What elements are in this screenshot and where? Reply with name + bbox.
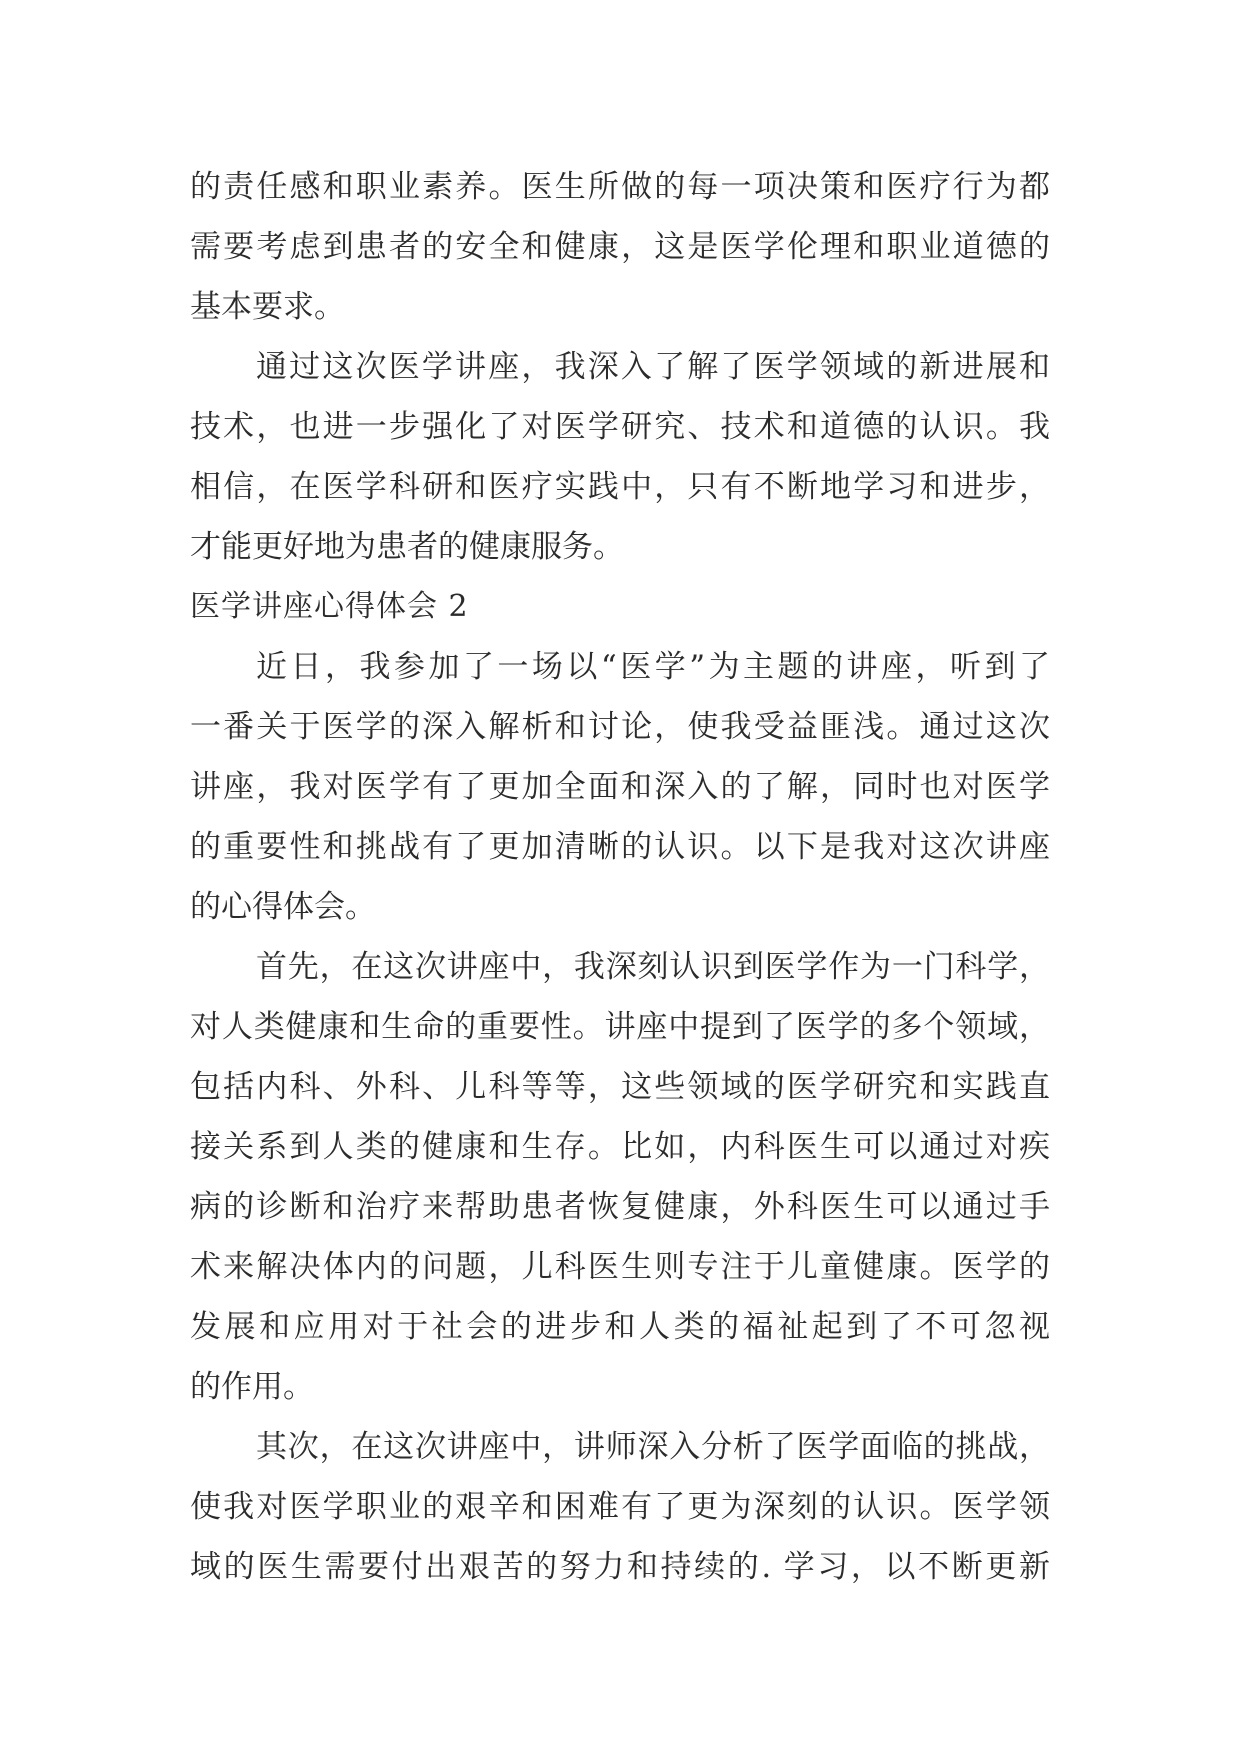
text-line: 接关系到人类的健康和生存。比如，内科医生可以通过对疾 (190, 1129, 1050, 1165)
text-line: 对人类健康和生命的重要性。讲座中提到了医学的多个领域， (190, 1009, 1050, 1045)
text-line: 包括内科、外科、儿科等等，这些领域的医学研究和实践直 (190, 1069, 1050, 1105)
paragraph (190, 157, 1050, 337)
text-line: 通过这次医学讲座，我深入了解了医学领域的新进展和 (256, 349, 1050, 385)
text-line: 发展和应用对于社会的进步和人类的福祉起到了不可忽视 (190, 1309, 1050, 1345)
document-body (190, 157, 1050, 1597)
text-line: 的作用。 (190, 1369, 314, 1405)
paragraph (190, 637, 1050, 937)
text-line: 基本要求。 (190, 289, 345, 325)
text-line: 需要考虑到患者的安全和健康，这是医学伦理和职业道德的 (190, 229, 1050, 265)
text-line: 相信，在医学科研和医疗实践中，只有不断地学习和进步， (190, 469, 1050, 505)
text-line: 使我对医学职业的艰辛和困难有了更为深刻的认识。医学领 (190, 1489, 1050, 1525)
text-line: 的心得体会。 (190, 889, 376, 925)
paragraph (190, 937, 1050, 1417)
text-line: 讲座，我对医学有了更加全面和深入的了解，同时也对医学 (190, 769, 1050, 805)
text-line: 病的诊断和治疗来帮助患者恢复健康，外科医生可以通过手 (190, 1189, 1050, 1225)
text-line: 技术，也进一步强化了对医学研究、技术和道德的认识。我 (190, 409, 1050, 445)
text-line: 的责任感和职业素养。医生所做的每一项决策和医疗行为都 (190, 169, 1050, 205)
paragraph (190, 1417, 1050, 1597)
text-line: 其次，在这次讲座中，讲师深入分析了医学面临的挑战， (256, 1429, 1050, 1465)
text-line: 才能更好地为患者的健康服务。 (190, 529, 624, 565)
paragraph (190, 337, 1050, 577)
text-line: 域的医生需要付出艰苦的努力和持续的. 学习，以不断更新 (190, 1549, 1050, 1585)
text-line: 近日，我参加了一场以“医学”为主题的讲座，听到了 (256, 649, 1050, 685)
text-line: 术来解决体内的问题，儿科医生则专注于儿童健康。医学的 (190, 1249, 1050, 1285)
section-heading: 医学讲座心得体会 2 (190, 589, 469, 624)
text-line: 首先，在这次讲座中，我深刻认识到医学作为一门科学， (256, 949, 1050, 985)
text-line: 的重要性和挑战有了更加清晰的认识。以下是我对这次讲座 (190, 829, 1050, 865)
text-line: 一番关于医学的深入解析和讨论，使我受益匪浅。通过这次 (190, 709, 1050, 745)
